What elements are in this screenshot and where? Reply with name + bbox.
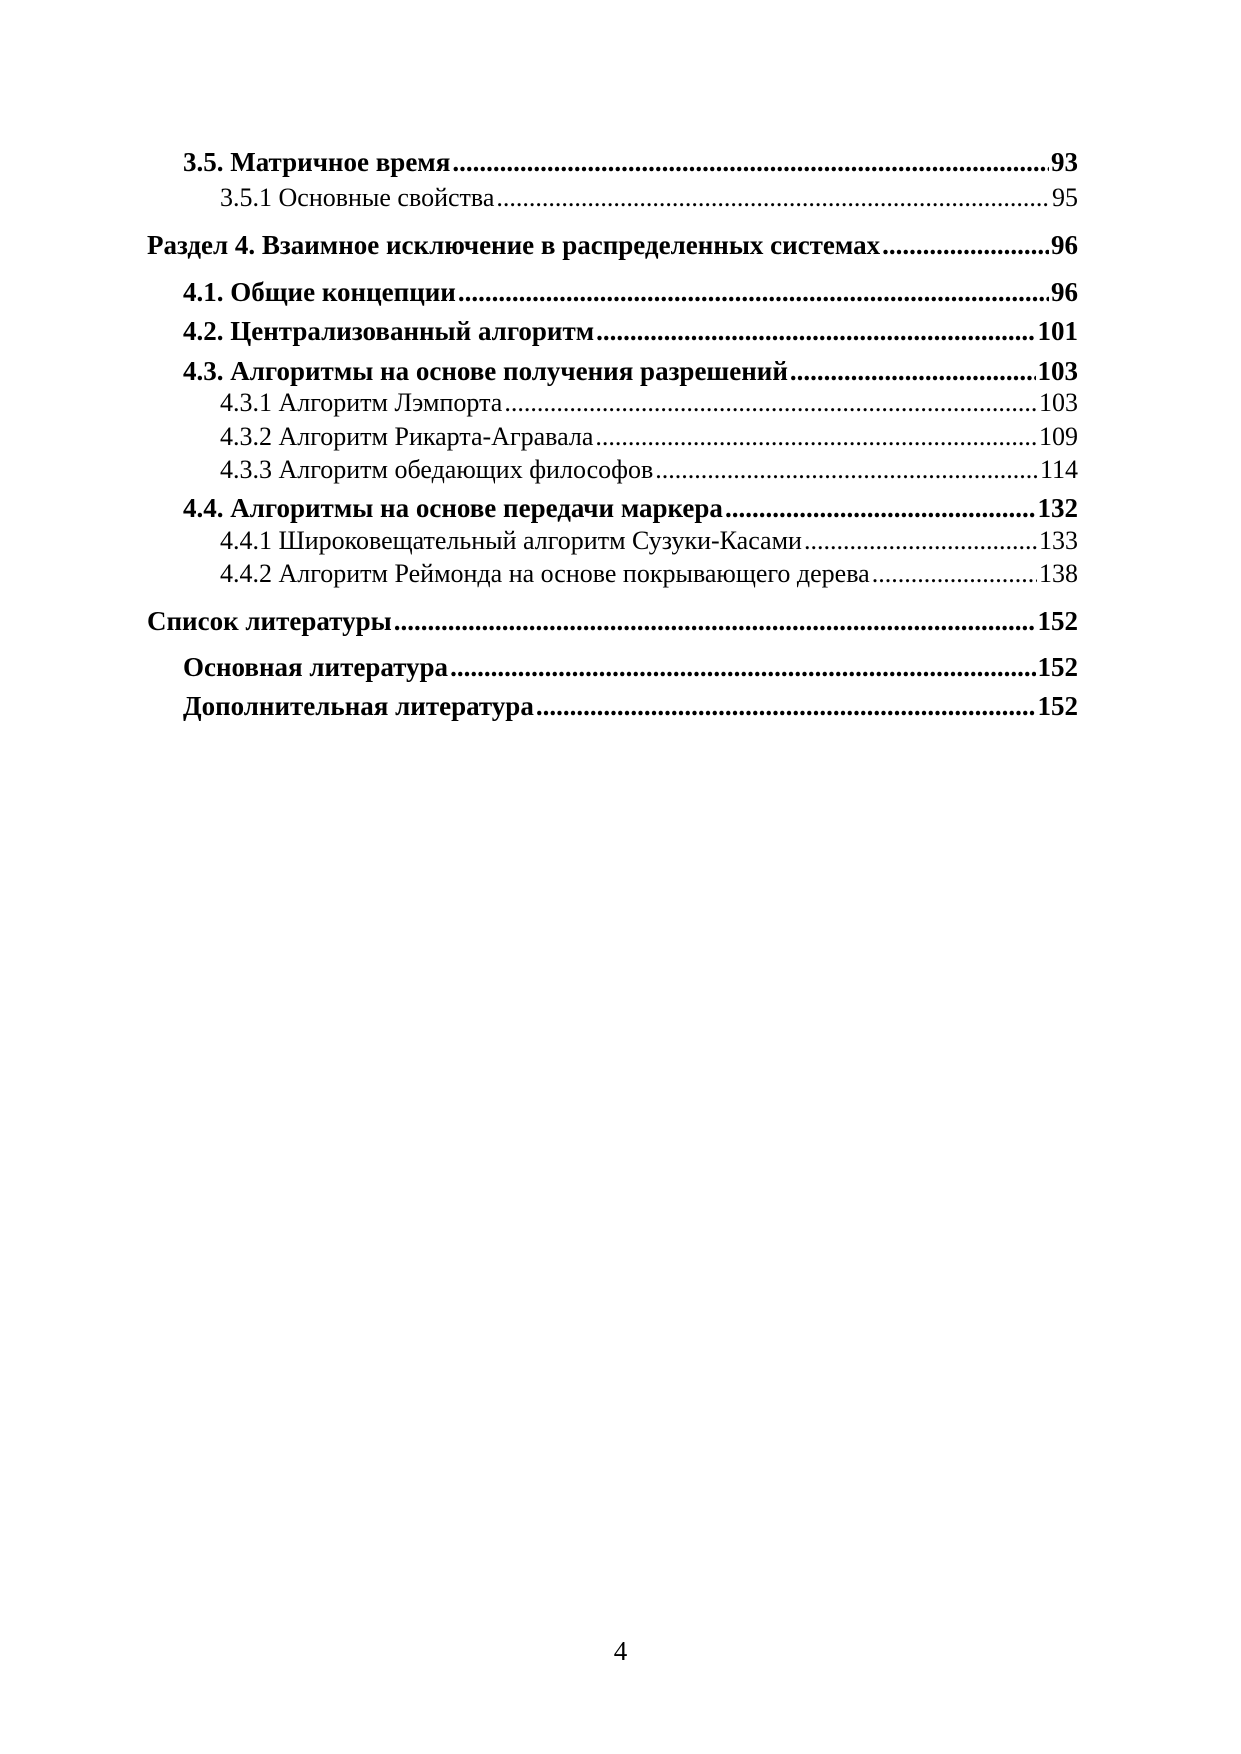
toc-entry-4-4-1[interactable]	[220, 524, 1078, 558]
toc-entry-page: 133	[1039, 526, 1078, 555]
toc-entry-3-5[interactable]	[183, 145, 1078, 179]
toc-entry-4-1[interactable]	[183, 275, 1078, 309]
toc-entry-4-3-3[interactable]	[220, 453, 1078, 487]
toc-entry-page: 95	[1052, 183, 1078, 212]
toc-entry-page: 96	[1051, 230, 1078, 260]
dot-leader	[804, 524, 1037, 558]
toc-entry-page: 103	[1039, 388, 1078, 417]
toc-entry-4-4[interactable]	[183, 491, 1078, 525]
toc-entry-4-4-2[interactable]	[220, 557, 1078, 591]
dot-leader	[655, 453, 1038, 487]
dot-leader	[450, 650, 1035, 684]
toc-entry-page: 109	[1039, 422, 1078, 451]
toc-entry-page: 101	[1037, 316, 1078, 346]
toc-entry-page: 103	[1037, 356, 1078, 386]
toc-entry-page: 152	[1037, 606, 1078, 636]
toc-entry-title: Основная литература	[183, 652, 449, 682]
toc-entry-title: 3.5.1 Основные свойства	[220, 183, 495, 212]
toc-entry-title: 4.1. Общие концепции	[183, 277, 456, 307]
toc-entry-title: 4.3.1 Алгоритм Лэмпорта	[220, 388, 503, 417]
toc-entry-page: 96	[1051, 277, 1078, 307]
toc-entry-title: Дополнительная литература	[183, 691, 534, 721]
toc-entry-chapter-4[interactable]	[147, 228, 1078, 262]
dot-leader	[458, 275, 1049, 309]
dot-leader	[394, 604, 1036, 638]
dot-leader	[790, 354, 1036, 388]
dot-leader	[595, 420, 1037, 454]
toc-entry-title: 4.4. Алгоритмы на основе передачи маркера	[183, 493, 723, 523]
toc-entry-page: 152	[1037, 691, 1078, 721]
toc-entry-title: 4.4.1 Широковещательный алгоритм Сузуки-Касами	[220, 526, 802, 555]
toc-entry-page: 132	[1037, 493, 1078, 523]
toc-entry-title: 4.3. Алгоритмы на основе получения разрешений	[183, 356, 788, 386]
toc-entry-title: Список литературы	[147, 606, 392, 636]
toc-entry-3-5-1[interactable]	[220, 181, 1078, 215]
toc-entry-references[interactable]	[147, 604, 1078, 638]
dot-leader	[496, 181, 1050, 215]
toc-entry-additional-literature[interactable]	[183, 689, 1078, 723]
dot-leader	[882, 228, 1049, 262]
toc-entry-page: 114	[1039, 455, 1078, 484]
toc-entry-4-3-1[interactable]	[220, 386, 1078, 420]
toc-entry-4-3[interactable]	[183, 354, 1078, 388]
dot-leader	[536, 689, 1036, 723]
dot-leader	[596, 314, 1035, 348]
toc-entry-page: 152	[1037, 652, 1078, 682]
dot-leader	[452, 145, 1049, 179]
dot-leader	[504, 386, 1037, 420]
dot-leader	[725, 491, 1036, 525]
toc-entry-title: 3.5. Матричное время	[183, 147, 451, 177]
toc-entry-4-2[interactable]	[183, 314, 1078, 348]
toc-entry-title: 4.3.2 Алгоритм Рикарта-Агравала	[220, 422, 594, 451]
toc-entry-page: 138	[1039, 559, 1078, 588]
dot-leader	[872, 557, 1037, 591]
toc-entry-page: 93	[1051, 147, 1078, 177]
toc-entry-4-3-2[interactable]	[220, 420, 1078, 454]
toc-entry-title: 4.3.3 Алгоритм обедающих философов	[220, 455, 654, 484]
toc-entry-title: 4.4.2 Алгоритм Реймонда на основе покрывающего дерева	[220, 559, 870, 588]
page-number: 4	[613, 1636, 628, 1666]
toc-entry-main-literature[interactable]	[183, 650, 1078, 684]
toc-entry-title: 4.2. Централизованный алгоритм	[183, 316, 595, 346]
toc-entry-title: Раздел 4. Взаимное исключение в распределенных системах	[147, 230, 881, 260]
